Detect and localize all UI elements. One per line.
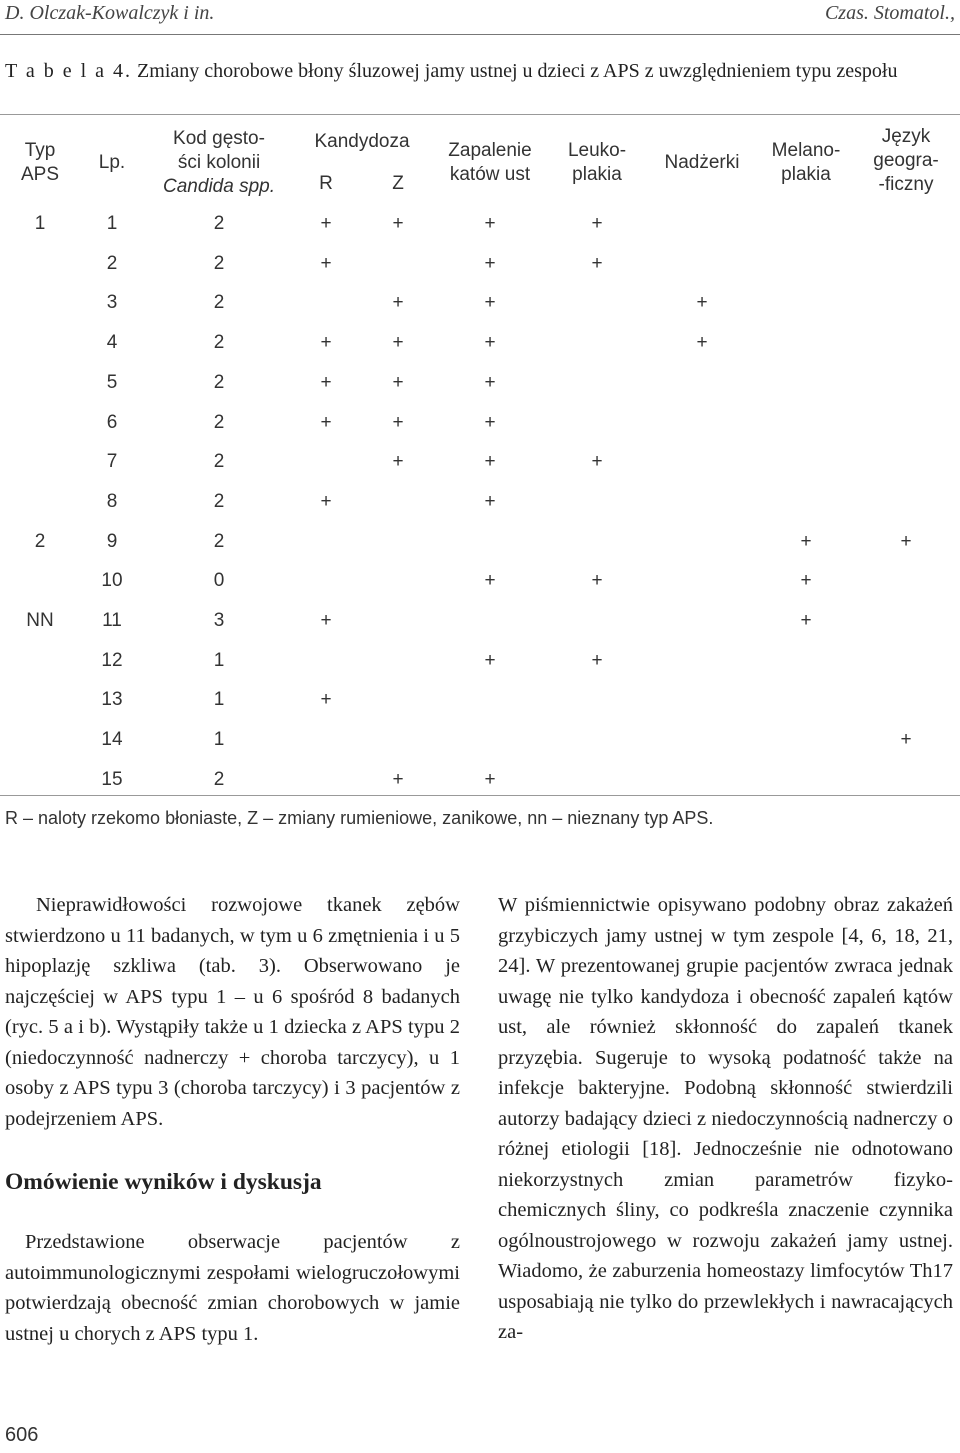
cell-lp: 10 [101, 570, 123, 592]
cell-zapalenie: + [484, 371, 496, 393]
cell-R: + [320, 411, 332, 433]
header-kandydoza-r: R [319, 173, 333, 194]
header-jezyk-geograficzny [873, 125, 939, 197]
cell-lp: 3 [106, 292, 118, 314]
cell-lp: 14 [101, 729, 123, 751]
cell-zapalenie: + [484, 411, 496, 433]
header-aps-line: APS [20, 164, 60, 185]
cell-leukoplakia: + [591, 252, 603, 274]
cell-leukoplakia: + [591, 570, 603, 592]
cell-lp: 2 [106, 252, 118, 274]
cell-lp: 13 [101, 689, 123, 711]
cell-leukoplakia: + [591, 649, 603, 671]
cell-kod: 2 [213, 768, 225, 790]
cell-kod: 2 [213, 530, 225, 552]
cell-leukoplakia: + [591, 213, 603, 234]
cell-kod: 2 [213, 213, 225, 234]
cell-kod: 2 [213, 411, 225, 433]
cell-Z: + [392, 451, 404, 473]
cell-R: + [320, 252, 332, 274]
cell-R: + [320, 213, 332, 234]
cell-kod: 3 [213, 610, 225, 631]
table-bottom-rule [0, 795, 960, 796]
cell-lp: 7 [106, 451, 118, 473]
header-kod-line-3: Candida spp. [163, 176, 275, 197]
cell-kod: 2 [213, 332, 225, 354]
cell-kod: 2 [213, 371, 225, 393]
cell-zapalenie: + [484, 213, 496, 234]
cell-melanoplakia: + [800, 610, 812, 631]
header-jezyk-line-3: -ficzny [878, 174, 934, 195]
header-leukoplakia-line-1: Leuko- [567, 140, 627, 161]
header-kod-gestosci [163, 127, 275, 199]
running-head [5, 2, 955, 32]
cell-lp: 9 [106, 530, 118, 552]
cell-kod: 2 [213, 292, 225, 314]
cell-zapalenie: + [484, 332, 496, 354]
cell-lp: 8 [106, 490, 118, 512]
cell-leukoplakia: + [591, 451, 603, 473]
header-rule [0, 34, 960, 35]
header-leukoplakia-line-2: plakia [572, 164, 622, 185]
cell-R: + [320, 332, 332, 354]
cell-Z: + [392, 411, 404, 433]
cell-zapalenie: + [484, 768, 496, 790]
cell-melanoplakia: + [800, 570, 812, 592]
cell-kod: 1 [213, 729, 225, 751]
header-nadzerki: Nadżerki [664, 152, 740, 173]
header-jezyk-line-1: Język [881, 126, 931, 147]
table-footnote: R – naloty rzekomo błoniaste, Z – zmiany rumieniowe, zanikowe, nn – nieznany typ APS. [5, 808, 714, 828]
header-typ-line: Typ [24, 140, 56, 161]
cell-nadzerki: + [696, 292, 708, 314]
cell-typ: 2 [34, 530, 46, 552]
paragraph-discussion-intro: Przedstawione obserwacje pacjentów z autoimmunologicznymi zespołami wielogruczołowymi potwierdzają obecność zmian chorobowych w jamie ustnej u chorych z APS typu 1. [5, 1231, 460, 1345]
cell-R: + [320, 490, 332, 512]
cell-lp: 4 [106, 332, 118, 354]
header-zapalenie [448, 139, 531, 187]
table-label: T a b e l a 4. [5, 60, 133, 82]
cell-lp: 6 [106, 411, 118, 433]
cell-zapalenie: + [484, 649, 496, 671]
section-heading: Omówienie wyników i dyskusja [5, 1169, 322, 1195]
cell-lp: 5 [106, 371, 118, 393]
cell-lp: 11 [102, 610, 122, 631]
cell-Z: + [392, 768, 404, 790]
header-melanoplakia [772, 139, 841, 187]
right-column [498, 890, 953, 1348]
table-title: Zmiany chorobowe błony śluzowej jamy ustnej u dzieci z APS z uwzględnieniem typu zespołu [137, 60, 898, 82]
cell-kod: 2 [213, 490, 225, 512]
cell-typ: NN [26, 610, 54, 631]
cell-R: + [320, 371, 332, 393]
cell-kod: 2 [213, 451, 225, 473]
header-typ-aps [21, 139, 59, 187]
cell-lp: 15 [101, 768, 123, 790]
cell-R: + [320, 689, 332, 711]
cell-nadzerki: + [696, 332, 708, 354]
left-column [5, 890, 460, 1349]
cell-jezyk: + [900, 729, 912, 751]
table-caption [5, 58, 955, 84]
running-head-journal: Czas. Stomatol., [824, 2, 955, 24]
header-kandydoza: Kandydoza [314, 131, 410, 152]
cell-zapalenie: + [484, 451, 496, 473]
running-head-authors: D. Olczak-Kowalczyk i in. [5, 2, 215, 24]
paragraph-discussion: W piśmiennictwie opisywano podobny obraz zakażeń grzybiczych jamy ustnej w tym zespole [4, 6, 18, 21, 24]. W prezentowanej grupie pacjentów zwraca jednak uwagę nie tylko kandydoza i obecność zapaleń kątów ust, ale również skłonność do zapaleń tkanek przyzębia. Sugeruje to wysoką podatność także na infekcje bakteryjne. Podobną skłonność stwierdzili autorzy badający dzieci z niedoczynnością nadnerczy o różnej etiologii [18]. Jednocześnie nie odnotowano niekorzystnych zmian parametrów fizyko-chemicznych śliny, co podkreśla znaczenie czynnika ogólnoustrojowego w rozwoju zakażeń jamy ustnej. Wiadomo, że zaburzenia homeostazy limfocytów Th17 usposabiają nie tylko do przewlekłych i nawracających za- [498, 894, 953, 1343]
cell-zapalenie: + [484, 570, 496, 592]
cell-zapalenie: + [484, 292, 496, 314]
header-zapalenie-line-2: katów ust [449, 164, 531, 185]
cell-Z: + [392, 371, 404, 393]
cell-lp: 1 [106, 213, 118, 234]
cell-Z: + [392, 292, 404, 314]
cell-zapalenie: + [484, 490, 496, 512]
cell-lp: 12 [101, 649, 123, 671]
cell-R: + [320, 610, 332, 631]
header-melanoplakia-line-2: plakia [781, 164, 831, 185]
page-number: 606 [5, 1424, 39, 1446]
table-top-rule [0, 114, 960, 115]
header-zapalenie-line-1: Zapalenie [448, 140, 532, 161]
header-lp: Lp. [98, 152, 126, 173]
cell-jezyk: + [900, 530, 912, 552]
cell-kod: 0 [213, 570, 225, 592]
header-kandydoza-z: Z [392, 173, 404, 194]
header-kod-line-1: Kod gęsto- [173, 128, 265, 149]
cell-Z: + [392, 332, 404, 354]
paragraph-results: Nieprawidłowości rozwojowe tkanek zębów stwierdzono u 11 badanych, w tym u 6 zmętnienia i u 5 hipoplazję szkliwa (tab. 3). Obserwowano je najczęściej w APS typu 1 – u 6 spośród 8 badanych (ryc. 5 a i b). Wystąpiły także u 1 dziecka z APS typu 2 (niedoczynność nadnerczy + choroba tarczycy), u 1 osoby z APS typu 3 (choroba tarczycy) i 3 pacjentów z podejrzeniem APS. [5, 894, 460, 1130]
cell-zapalenie: + [484, 252, 496, 274]
header-kod-line-2: ści kolonii [177, 152, 261, 173]
header-jezyk-line-2: geogra- [873, 150, 939, 171]
cell-melanoplakia: + [800, 530, 812, 552]
cell-Z: + [392, 213, 404, 234]
cell-kod: 2 [213, 252, 225, 274]
header-melanoplakia-line-1: Melano- [771, 140, 841, 161]
cell-typ: 1 [34, 213, 46, 234]
cell-kod: 1 [213, 649, 225, 671]
cell-kod: 1 [213, 689, 225, 711]
header-leukoplakia [568, 139, 626, 187]
